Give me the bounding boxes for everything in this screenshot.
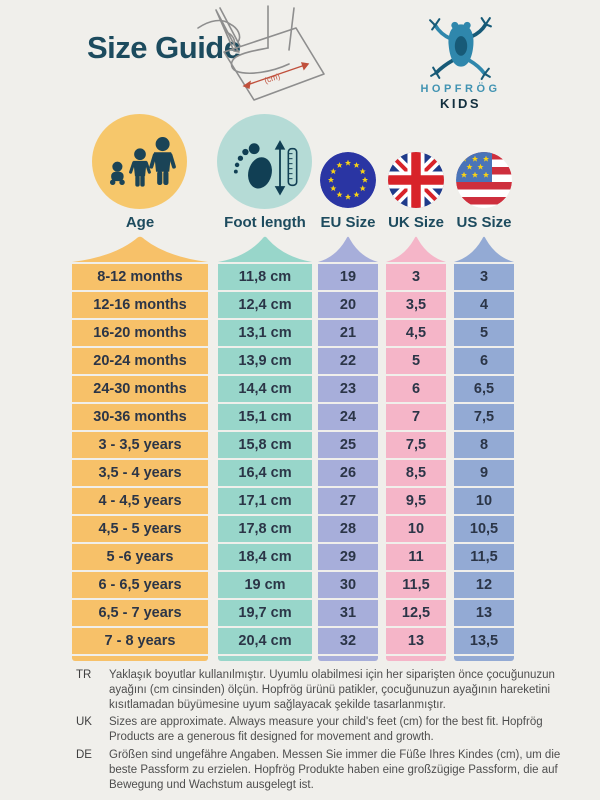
column-label-uk-size: UK Size <box>388 214 444 231</box>
cell-eu-row14: 32 <box>318 628 378 654</box>
cell-foot-row12: 19 cm <box>218 572 312 598</box>
cell-us-row13: 13 <box>454 600 514 626</box>
cell-age-row12: 6 - 6,5 years <box>72 572 208 598</box>
cell-foot-row2: 12,4 cm <box>218 292 312 318</box>
uk-flag-icon <box>388 152 444 208</box>
cell-age-row9: 4 - 4,5 years <box>72 488 208 514</box>
cell-foot-row1: 11,8 cm <box>218 264 312 290</box>
cell-us-row1: 3 <box>454 264 514 290</box>
cell-uk-row10: 10 <box>386 516 446 542</box>
column-foot <box>218 236 312 661</box>
cell-eu-row13: 31 <box>318 600 378 626</box>
cell-eu-row6: 24 <box>318 404 378 430</box>
cell-uk-row1: 3 <box>386 264 446 290</box>
cell-us-row10: 10,5 <box>454 516 514 542</box>
column-endcap <box>454 656 514 661</box>
age-icon-circle <box>92 114 187 209</box>
cell-uk-row5: 6 <box>386 376 446 402</box>
column-label-us-size: US Size <box>456 214 512 231</box>
cell-uk-row14: 13 <box>386 628 446 654</box>
cell-us-row12: 12 <box>454 572 514 598</box>
footnote-uk <box>76 715 564 745</box>
cell-us-row14: 13,5 <box>454 628 514 654</box>
column-endcap <box>318 656 378 661</box>
cell-uk-row9: 9,5 <box>386 488 446 514</box>
us-flag-icon <box>456 152 512 208</box>
cell-age-row8: 3,5 - 4 years <box>72 460 208 486</box>
cell-foot-row8: 16,4 cm <box>218 460 312 486</box>
cell-uk-row13: 12,5 <box>386 600 446 626</box>
column-arch-top <box>72 236 208 262</box>
column-endcap <box>72 656 208 661</box>
cell-age-row3: 16-20 months <box>72 320 208 346</box>
cell-age-row5: 24-30 months <box>72 376 208 402</box>
brand-subtitle: KIDS <box>439 96 482 111</box>
footnote-lang-code: UK <box>76 716 92 729</box>
cell-foot-row6: 15,1 cm <box>218 404 312 430</box>
cell-us-row2: 4 <box>454 292 514 318</box>
cell-eu-row4: 22 <box>318 348 378 374</box>
cell-eu-row12: 30 <box>318 572 378 598</box>
column-endcap <box>218 656 312 661</box>
cell-eu-row2: 20 <box>318 292 378 318</box>
cell-us-row5: 6,5 <box>454 376 514 402</box>
footprint-ruler-icon <box>225 122 305 202</box>
cell-uk-row7: 7,5 <box>386 432 446 458</box>
eu-flag-icon <box>320 152 376 208</box>
cell-eu-row11: 29 <box>318 544 378 570</box>
cell-us-row6: 7,5 <box>454 404 514 430</box>
column-age <box>72 236 208 661</box>
cell-eu-row3: 21 <box>318 320 378 346</box>
cell-uk-row6: 7 <box>386 404 446 430</box>
foot-tracing-illustration <box>168 2 343 110</box>
footnotes <box>76 668 564 795</box>
cell-age-row1: 8-12 months <box>72 264 208 290</box>
cell-foot-row10: 17,8 cm <box>218 516 312 542</box>
cell-us-row11: 11,5 <box>454 544 514 570</box>
cell-eu-row7: 25 <box>318 432 378 458</box>
cell-uk-row3: 4,5 <box>386 320 446 346</box>
cell-eu-row8: 26 <box>318 460 378 486</box>
column-arch-top <box>318 236 378 262</box>
cell-age-row7: 3 - 3,5 years <box>72 432 208 458</box>
page-title: Size Guide <box>87 30 241 65</box>
cell-foot-row3: 13,1 cm <box>218 320 312 346</box>
cell-foot-row11: 18,4 cm <box>218 544 312 570</box>
cell-age-row11: 5 -6 years <box>72 544 208 570</box>
cell-foot-row14: 20,4 cm <box>218 628 312 654</box>
cell-age-row10: 4,5 - 5 years <box>72 516 208 542</box>
column-endcap <box>386 656 446 661</box>
cell-age-row6: 30-36 months <box>72 404 208 430</box>
footnote-de <box>76 748 564 792</box>
cell-us-row8: 9 <box>454 460 514 486</box>
cm-label: (cm) <box>263 71 282 86</box>
cell-us-row9: 10 <box>454 488 514 514</box>
footnote-text: Größen sind ungefähre Angaben. Messen Sie immer die Füße Ihres Kindes (cm), um die beste Passform zu erzielen. Hopfrög Produkte haben eine großzügige Passform, die auf Bewegung und Wachstum ausgelegt ist. <box>109 748 561 791</box>
cell-eu-row9: 27 <box>318 488 378 514</box>
cell-us-row3: 5 <box>454 320 514 346</box>
column-arch-top <box>454 236 514 262</box>
cell-age-row4: 20-24 months <box>72 348 208 374</box>
column-label-age: Age <box>125 214 155 231</box>
cell-us-row7: 8 <box>454 432 514 458</box>
family-icon <box>101 123 179 201</box>
frog-logo-icon <box>427 14 495 80</box>
footnote-text: Yaklaşık boyutlar kullanılmıştır. Uyumlu olabilmesi için her siparişten önce çocuğunuzun ayağını (cm cinsinden) ölçün. Hopfrög ürünü patikler, çocuğunuzun ayağının hareketini kısıtlamadan büyümesine uyum sağlayacak şekilde tasarlanmıştır. <box>109 669 555 711</box>
cell-age-row14: 7 - 8 years <box>72 628 208 654</box>
cell-foot-row5: 14,4 cm <box>218 376 312 402</box>
cell-uk-row12: 11,5 <box>386 572 446 598</box>
footnote-lang-code: DE <box>76 748 92 761</box>
column-us <box>454 236 514 661</box>
column-arch-top <box>218 236 312 262</box>
cell-eu-row10: 28 <box>318 516 378 542</box>
cell-eu-row5: 23 <box>318 376 378 402</box>
footnote-tr <box>76 668 564 712</box>
column-uk <box>386 236 446 661</box>
cell-foot-row7: 15,8 cm <box>218 432 312 458</box>
foot-length-icon-circle <box>217 114 312 209</box>
cell-foot-row4: 13,9 cm <box>218 348 312 374</box>
column-label-eu-size: EU Size <box>320 214 376 231</box>
column-arch-top <box>386 236 446 262</box>
cell-foot-row9: 17,1 cm <box>218 488 312 514</box>
cell-age-row2: 12-16 months <box>72 292 208 318</box>
footnote-text: Sizes are approximate. Always measure your child's feet (cm) for the best fit. Hopfrög Products are a generous fit designed for movement and growth. <box>109 716 543 744</box>
column-label-foot-length: Foot length <box>224 214 306 231</box>
column-eu <box>318 236 378 661</box>
cell-foot-row13: 19,7 cm <box>218 600 312 626</box>
cell-uk-row4: 5 <box>386 348 446 374</box>
cell-uk-row8: 8,5 <box>386 460 446 486</box>
cell-eu-row1: 19 <box>318 264 378 290</box>
brand-name: HOPFRÖG <box>420 83 501 95</box>
cell-us-row4: 6 <box>454 348 514 374</box>
cell-age-row13: 6,5 - 7 years <box>72 600 208 626</box>
brand-logo <box>398 14 523 111</box>
footnote-lang-code: TR <box>76 669 92 681</box>
cell-uk-row11: 11 <box>386 544 446 570</box>
cell-uk-row2: 3,5 <box>386 292 446 318</box>
